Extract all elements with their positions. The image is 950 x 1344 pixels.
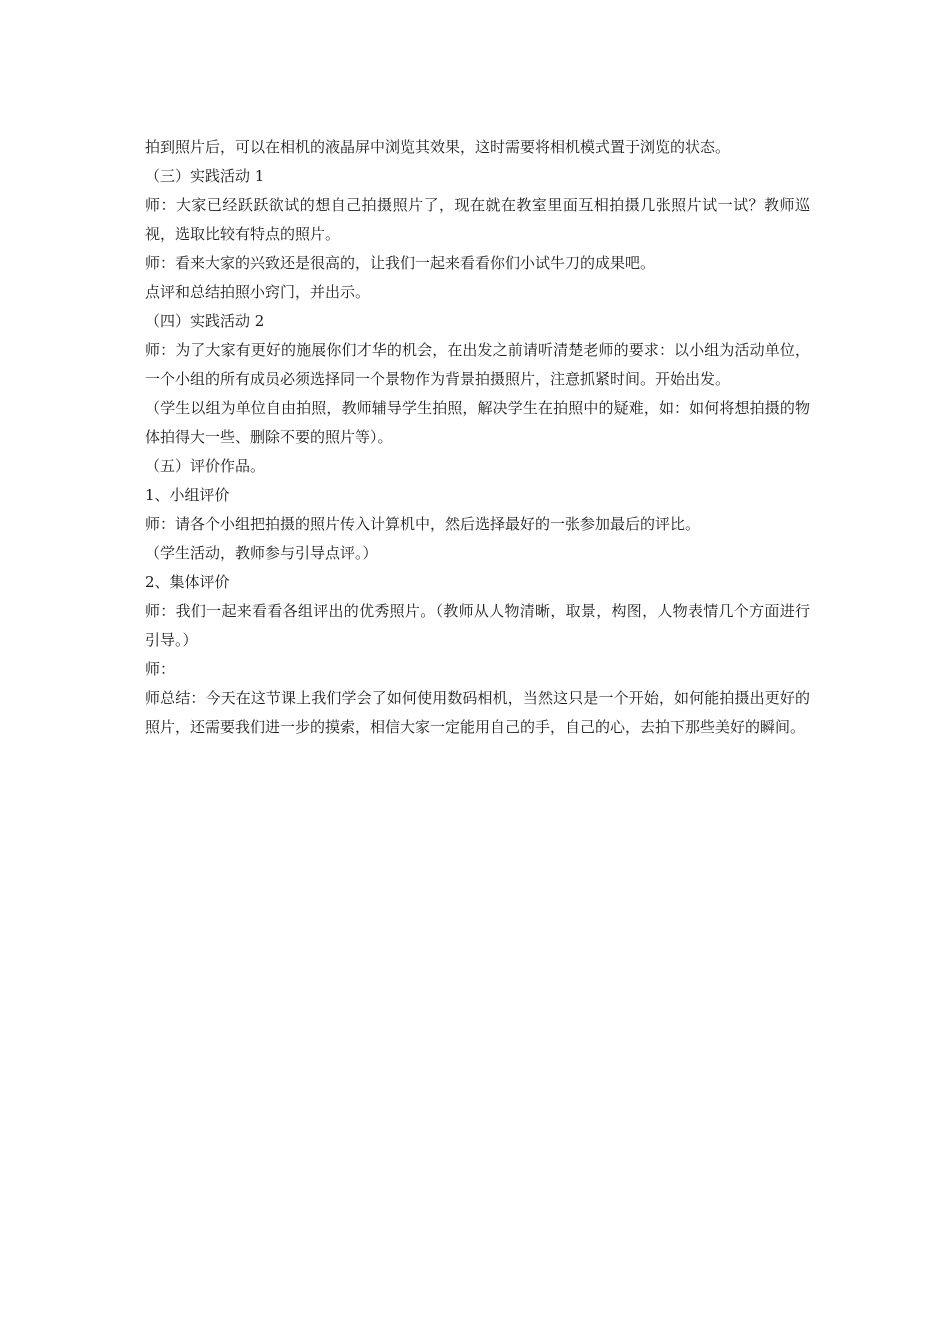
- paragraph-teacher-try-shooting: 师：大家已经跃跃欲试的想自己拍摄照片了，现在就在教室里面互相拍摄几张照片试一试？教师巡视，选取比较有特点的照片。: [145, 196, 810, 243]
- paragraph-teacher-upload-photos: 师：请各个小组把拍摄的照片传入计算机中，然后选择最好的一张参加最后的评比。: [145, 515, 701, 533]
- heading-evaluate-works: （五）评价作品。: [145, 457, 266, 475]
- document-body: [145, 133, 810, 742]
- paragraph-comment-tips: 点评和总结拍照小窍门，并出示。: [145, 283, 371, 301]
- paragraph-teacher-requirements: 师：为了大家有更好的施展你们才华的机会，在出发之前请听清楚老师的要求：以小组为活动单位，一个小组的所有成员必须选择同一个景物作为背景拍摄照片，注意抓紧时间。开始出发。: [145, 341, 810, 388]
- paragraph-teacher-excellent-photos: 师：我们一起来看看各组评出的优秀照片。（教师从人物清晰，取景，构图，人物表情几个方面进行引导。）: [145, 602, 810, 649]
- heading-group-evaluation: 1、小组评价: [145, 486, 230, 504]
- heading-practice-activity-1: （三）实践活动 1: [145, 167, 265, 185]
- paragraph-teacher-summary: 师总结：今天在这节课上我们学会了如何使用数码相机，当然这只是一个开始，如何能拍摄出更好的照片，还需要我们进一步的摸索，相信大家一定能用自己的手，自己的心，去拍下那些美好的瞬间。: [145, 689, 810, 736]
- paragraph-teacher-empty: 师：: [145, 660, 176, 678]
- heading-collective-evaluation: 2、集体评价: [145, 573, 230, 591]
- paragraph-students-group-shooting: （学生以组为单位自由拍照，教师辅导学生拍照，解决学生在拍照中的疑难，如：如何将想拍摄的物体拍得大一些、删除不要的照片等）。: [145, 399, 810, 446]
- paragraph-teacher-look-results: 师：看来大家的兴致还是很高的，让我们一起来看看你们小试牛刀的成果吧。: [145, 254, 656, 272]
- paragraph-viewing-photos: 拍到照片后，可以在相机的液晶屏中浏览其效果，这时需要将相机模式置于浏览的状态。: [145, 138, 731, 156]
- heading-practice-activity-2: （四）实践活动 2: [145, 312, 265, 330]
- paragraph-student-activity: （学生活动，教师参与引导点评。）: [145, 544, 378, 562]
